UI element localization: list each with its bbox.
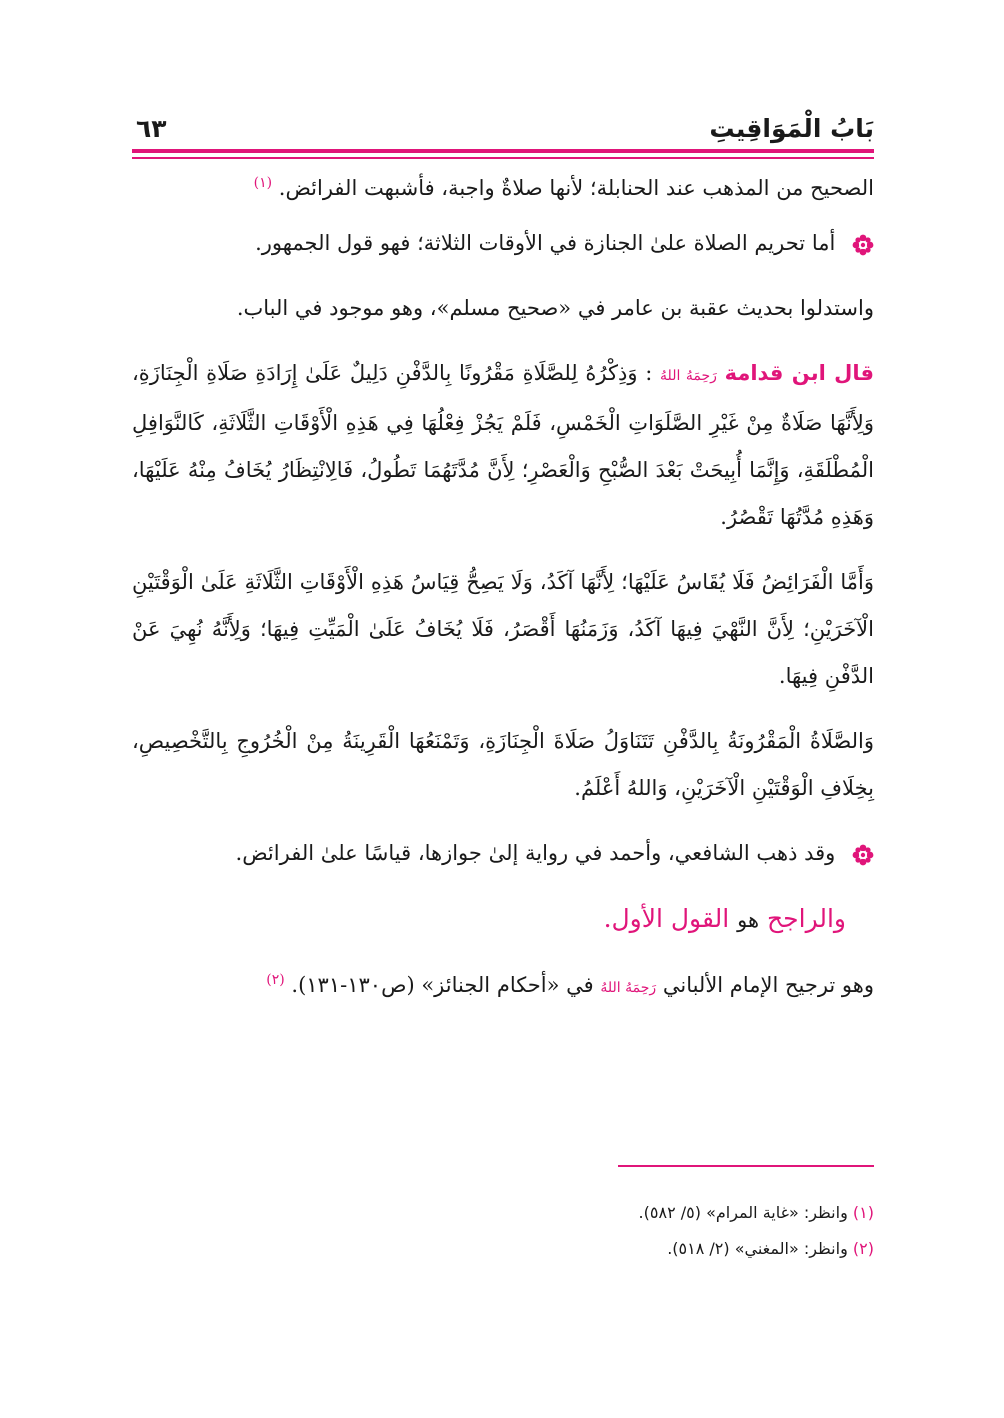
conclusion-value: القول الأول. — [603, 904, 730, 933]
footnote-separator — [618, 1165, 874, 1167]
honorific: رَحِمَهُ اللهُ — [600, 980, 657, 996]
paragraph-7: وقد ذهب الشافعي، وأحمد في رواية إلىٰ جوازها، قياسًا علىٰ الفرائض. — [132, 830, 874, 877]
footnotes — [132, 1195, 874, 1267]
footnote-2 — [132, 1231, 874, 1267]
header-rule-thick — [132, 149, 874, 153]
footnote-1 — [132, 1195, 874, 1231]
page-number: ٦٣ — [136, 114, 167, 143]
speaker-name: قال ابن قدامة — [724, 361, 874, 385]
conclusion-label: والراجح — [767, 904, 846, 933]
paragraph-5: وَأَمَّا الْفَرَائِضُ فَلَا يُقَاسُ عَلَيْهَا؛ لِأَنَّهَا آكَدُ، وَلَا يَصِحُّ قِيَاسُ هَذِهِ الْأَوْقَاتِ الثَّلَاثَةِ عَلَىٰ الْوَقْتَيْنِ الْآخَرَيْنِ؛ لِأَنَّ النَّهْيَ فِيهَا آكَدُ، وَزَمَنُهَا أَقْصَرُ، فَلَا يُخَافُ عَلَىٰ الْمَيِّتِ فِيهَا؛ وَلِأَنَّهُ نُهِيَ عَنْ الدَّفْنِ فِيهَا. — [132, 570, 874, 688]
ornament-flower-icon — [852, 844, 874, 866]
page-header — [132, 112, 874, 148]
main-text — [132, 165, 874, 1030]
paragraph-6: وَالصَّلَاةُ الْمَقْرُونَةُ بِالدَّفْنِ تَتَنَاوَلُ صَلَاةَ الْجِنَازَةِ، وَتَمْنَعُهَا الْقَرِينَةُ مِنْ الْخُرُوجِ بِالتَّخْصِيصِ، بِخِلَافِ الْوَقْتَيْنِ الْآخَرَيْنِ، وَاللهُ أَعْلَمُ. — [132, 729, 874, 800]
honorific: رَحِمَهُ اللهُ — [660, 368, 717, 384]
footnote-ref-2[interactable]: (٢) — [266, 972, 285, 988]
footnote-text: وانظر: «غاية المرام» (٥/ ٥٨٢). — [638, 1203, 848, 1222]
footnote-ref-1[interactable]: (١) — [253, 175, 273, 191]
chapter-title: بَابُ الْمَوَاقِيتِ — [709, 114, 874, 143]
paragraph-4: قال ابن قدامة رَحِمَهُ اللهُ : وَذِكْرُهُ لِلصَّلَاةِ مَقْرُونًا بِالدَّفْنِ دَلِيلٌ عَلَىٰ إِرَادَةِ صَلَاةِ الْجِنَازَةِ، وَلِأَنَّهَا صَلَاةٌ مِنْ غَيْرِ الصَّلَوَاتِ الْخَمْسِ، فَلَمْ يَجُزْ فِعْلُهَا فِي هَذِهِ الْأَوْقَاتِ الثَّلَاثَةِ، كَالنَّوَافِلِ الْمُطْلَقَةِ، وَإِنَّمَا أُبِيحَتْ بَعْدَ الصُّبْحِ وَالْعَصْرِ؛ لِأَنَّ مُدَّتَهُمَا تَطُولُ، فَالِانْتِظَارُ يُخَافُ مِنْهُ عَلَيْهَا، وَهَذِهِ مُدَّتُهَا تَقْصُرُ. — [132, 361, 874, 529]
footnote-mark: (٢) — [852, 1239, 874, 1258]
header-rule-thin — [132, 157, 874, 159]
footnote-text: وانظر: «المغني» (٢/ ٥١٨). — [667, 1239, 848, 1258]
paragraph-2: أما تحريم الصلاة علىٰ الجنازة في الأوقات الثلاثة؛ فهو قول الجمهور. — [132, 220, 874, 267]
paragraph-3: واستدلوا بحديث عقبة بن عامر في «صحيح مسلم»، وهو موجود في الباب. — [236, 296, 874, 320]
ornament-flower-icon — [852, 234, 874, 256]
paragraph-1: الصحيح من المذهب عند الحنابلة؛ لأنها صلاةٌ واجبة، فأشبهت الفرائض. $^{(١)}$ — [253, 175, 874, 200]
conclusion — [132, 895, 874, 944]
footnote-mark: (١) — [852, 1203, 874, 1222]
conclusion-connector: هو — [737, 908, 760, 932]
paragraph-8: وهو ترجيح الإمام الألباني رَحِمَهُ اللهُ في «أحكام الجنائز» (ص١٣٠-١٣١). $^{(٢)}$ — [266, 972, 874, 997]
